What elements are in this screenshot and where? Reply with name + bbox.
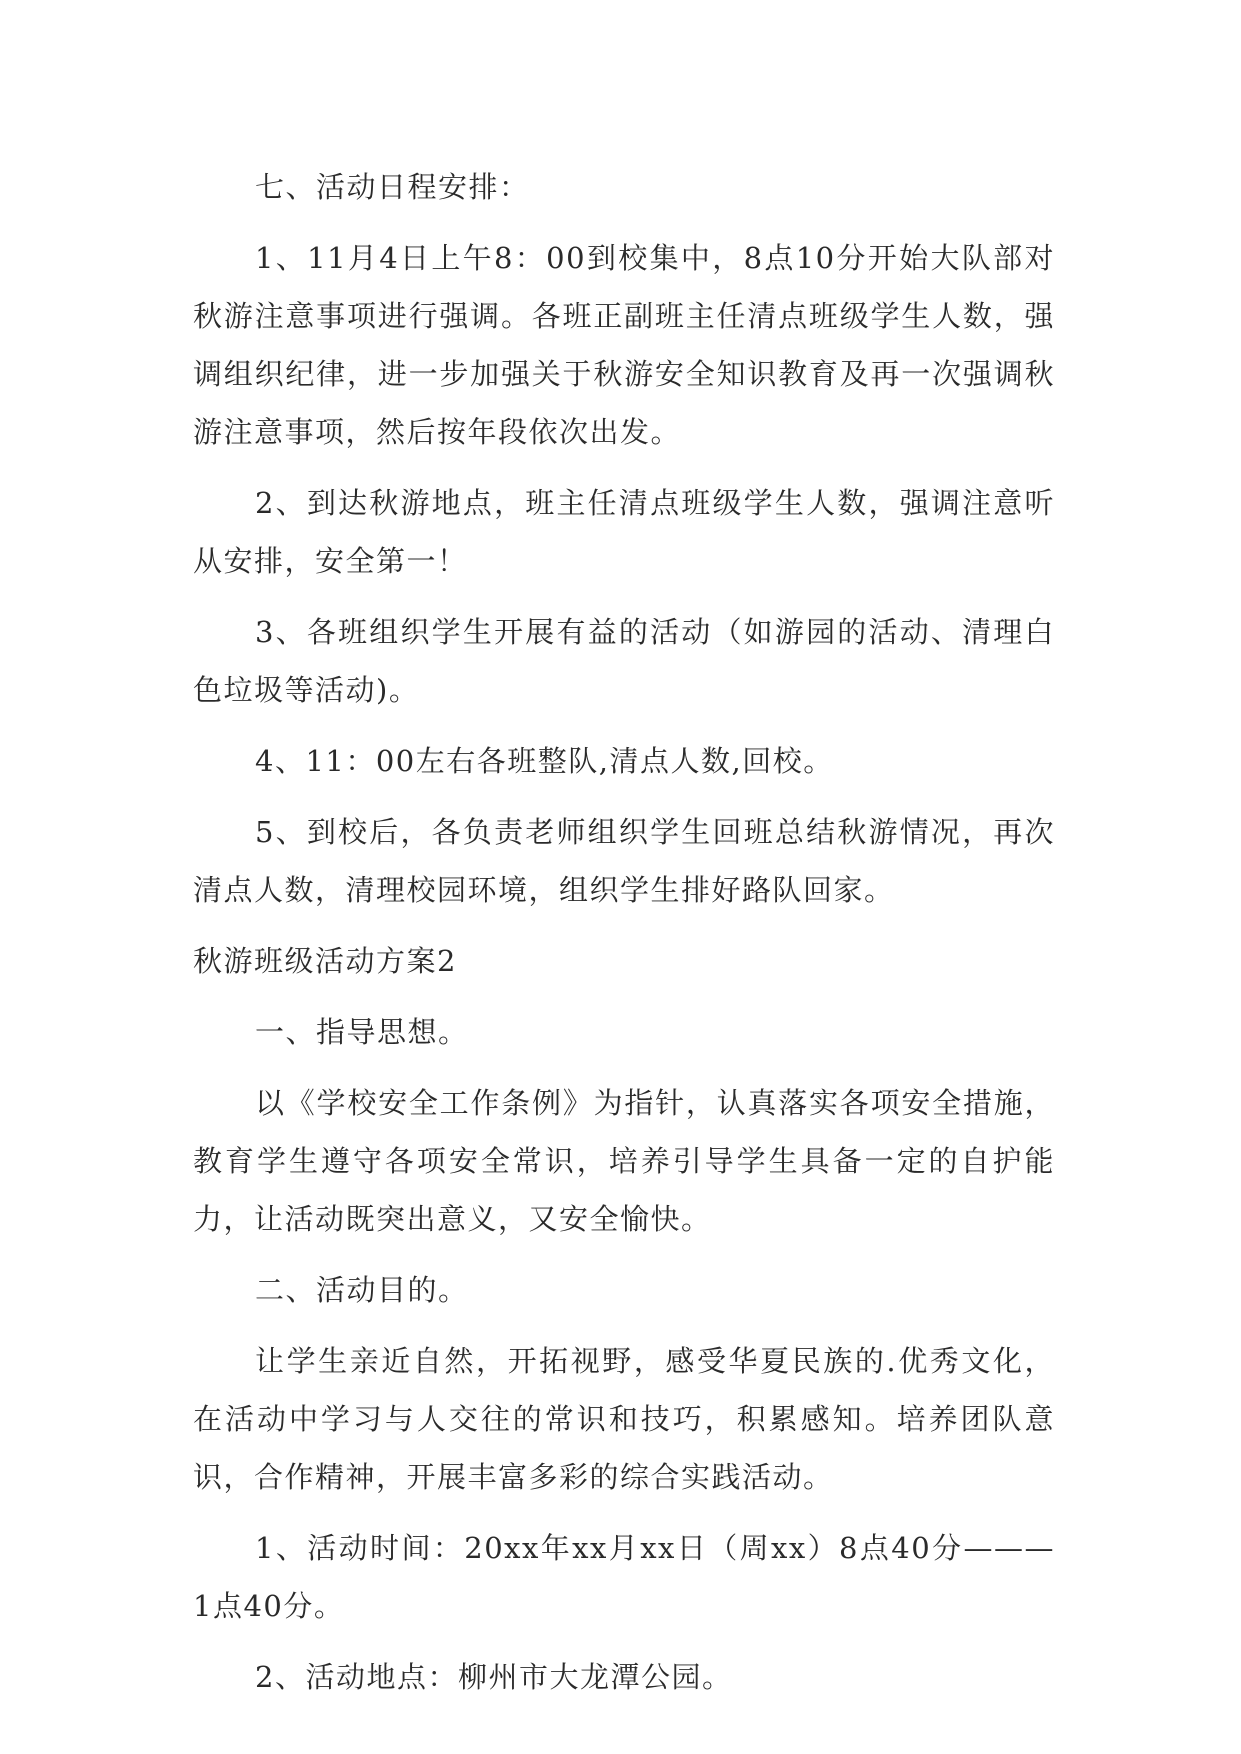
activity-location: 2、活动地点：柳州市大龙潭公园。 (255, 1660, 733, 1694)
plan-title-2: 秋游班级活动方案2 (193, 944, 457, 978)
schedule-item-4: 4、11：00左右各班整队,清点人数,回校。 (255, 744, 834, 778)
schedule-item-1: 1、11月4日上午8：00到校集中，8点10分开始大队部对秋游注意事项进行强调。各班正副班主任清点班级学生人数，强调组织纪律，进一步加强关于秋游安全知识教育及再一次强调秋游注意事项，然后按年段依次出发。 (193, 241, 1055, 449)
guiding-ideology-paragraph: 以《学校安全工作条例》为指针，认真落实各项安全措施，教育学生遵守各项安全常识，培养引导学生具备一定的自护能力，让活动既突出意义，又安全愉快。 (193, 1086, 1055, 1236)
section-heading-schedule: 七、活动日程安排： (255, 170, 530, 204)
section-heading-purpose: 二、活动目的。 (255, 1273, 469, 1307)
document-body (193, 158, 1055, 1719)
section-heading-guiding-ideology: 一、指导思想。 (255, 1015, 469, 1049)
schedule-item-3: 3、各班组织学生开展有益的活动（如游园的活动、清理白色垃圾等活动)。 (193, 615, 1055, 707)
activity-time: 1、活动时间：20xx年xx月xx日（周xx）8点40分———1点40分。 (193, 1531, 1055, 1623)
schedule-item-2: 2、到达秋游地点，班主任清点班级学生人数，强调注意听从安排，安全第一！ (193, 486, 1055, 578)
purpose-paragraph: 让学生亲近自然，开拓视野，感受华夏民族的.优秀文化，在活动中学习与人交往的常识和技巧，积累感知。培养团队意识，合作精神，开展丰富多彩的综合实践活动。 (193, 1344, 1055, 1494)
schedule-item-5: 5、到校后，各负责老师组织学生回班总结秋游情况，再次清点人数，清理校园环境，组织学生排好路队回家。 (193, 815, 1055, 907)
